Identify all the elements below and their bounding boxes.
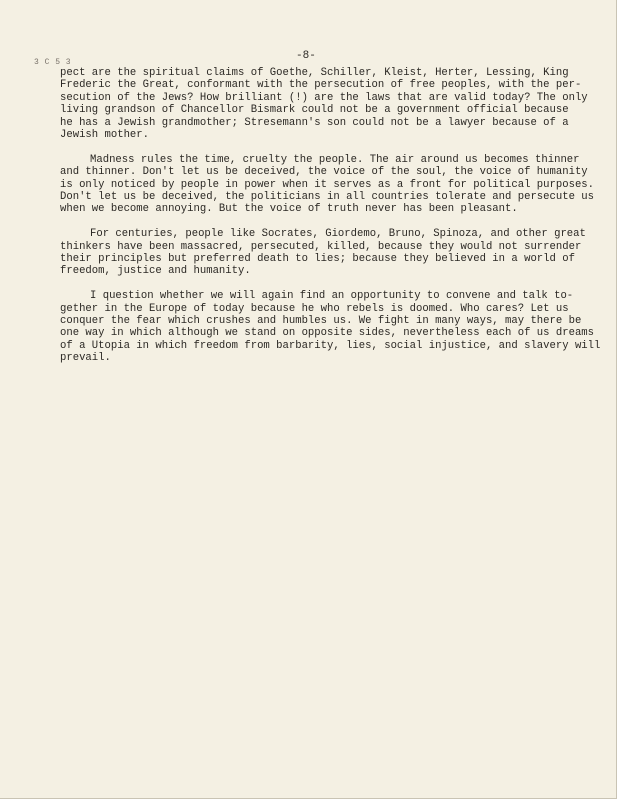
text-line: of a Utopia in which freedom from barbarity, lies, social injustice, and slavery will [60,339,601,352]
text-line: he has a Jewish grandmother; Stresemann's son could not be a lawyer because of a [60,116,569,129]
text-line: prevail. [60,352,111,365]
paragraph [60,153,595,216]
text-line: gether in the Europe of today because he who rebels is doomed. Who cares? Let us [60,302,569,315]
text-line: For centuries, people like Socrates, Giordemo, Bruno, Spinoza, and other great [90,228,586,241]
archive-mark: 3 C 5 3 [34,58,72,67]
text-line: pect are the spiritual claims of Goethe, Schiller, Kleist, Herter, Lessing, King [60,67,569,79]
paragraph [60,290,601,365]
text-line: living grandson of Chancellor Bismark could not be a government official because [60,104,569,117]
text-line: secution of the Jews? How brilliant (!) are the laws that are valid today? The only [60,91,588,104]
text-line: I question whether we will again find an opportunity to convene and talk to- [90,290,574,303]
document-body [60,67,601,377]
text-line: thinkers have been massacred, persecuted, killed, because they would not surrender [60,240,582,253]
text-line: Madness rules the time, cruelty the people. The air around us becomes thinner [90,153,580,166]
text-line: conquer the fear which crushes and humbles us. We fight in many ways, may there be [60,315,582,328]
paragraph [60,67,588,142]
text-line: Jewish mother. [60,129,150,142]
text-line: one way in which although we stand on opposite sides, nevertheless each of us dreams [60,327,595,340]
text-line: is only noticed by people in power when it serves as a front for political purposes. [60,178,595,191]
text-line: their principles but preferred death to lies; because they believed in a world of [60,253,575,266]
text-line: freedom, justice and humanity. [60,265,251,278]
text-line: Frederic the Great, conformant with the persecution of free peoples, with the per- [60,79,582,92]
text-line: and thinner. Don't let us be deceived, the voice of the soul, the voice of humanity [60,166,588,179]
page-number: -8- [296,50,316,62]
text-line: when we become annoying. But the voice of truth never has been pleasant. [60,203,518,216]
text-line: Don't let us be deceived, the politicians in all countries tolerate and persecute us [60,191,595,204]
paragraph [60,228,586,278]
